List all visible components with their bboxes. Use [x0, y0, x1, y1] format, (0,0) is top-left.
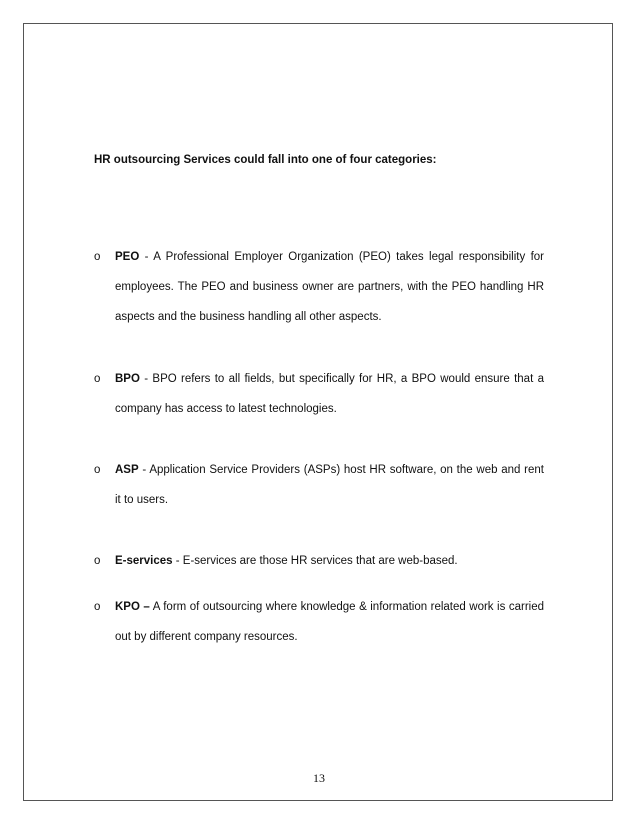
term-kpo: KPO – [115, 601, 150, 613]
list-item-body [115, 242, 544, 332]
list-item-body [115, 592, 544, 652]
section-heading: HR outsourcing Services could fall into one of four categories: [94, 154, 437, 166]
definition-asp: Application Service Providers (ASPs) host HR software, on the web and rent it to users. [115, 464, 544, 506]
bullet-marker: o [94, 373, 101, 385]
term-peo: PEO [115, 251, 140, 263]
list-item-body [115, 364, 544, 424]
list-item-bpo [94, 364, 544, 424]
bullet-marker: o [94, 555, 101, 567]
definition-peo: A Professional Employer Organization (PEO) takes legal responsibility for employees. The PEO and business owner are partners, with the PEO handling HR aspects and the business handling all other aspects. [115, 251, 544, 323]
list-item-kpo [94, 592, 544, 652]
term-e-services: E-services [115, 555, 173, 567]
list-item-body [115, 455, 544, 515]
list-item-asp [94, 455, 544, 515]
bullet-marker: o [94, 601, 101, 613]
term-separator: - [172, 555, 183, 567]
term-separator: - [138, 464, 150, 476]
definition-kpo: A form of outsourcing where knowledge & information related work is carried out by different company resources. [115, 601, 545, 643]
list-item-peo [94, 242, 544, 332]
term-bpo: BPO [115, 373, 140, 385]
term-separator: - [139, 251, 154, 263]
page-number: 13 [313, 771, 325, 785]
bullet-marker: o [94, 251, 101, 263]
list-item-e-services [94, 546, 544, 576]
definition-e-services: E-services are those HR services that are web-based. [182, 555, 458, 567]
list-item-body [115, 546, 544, 576]
term-asp: ASP [115, 464, 139, 476]
bullet-marker: o [94, 464, 101, 476]
term-separator: - [139, 373, 153, 385]
definition-bpo: BPO refers to all fields, but specifically for HR, a BPO would ensure that a company has access to latest technologies. [115, 373, 544, 415]
